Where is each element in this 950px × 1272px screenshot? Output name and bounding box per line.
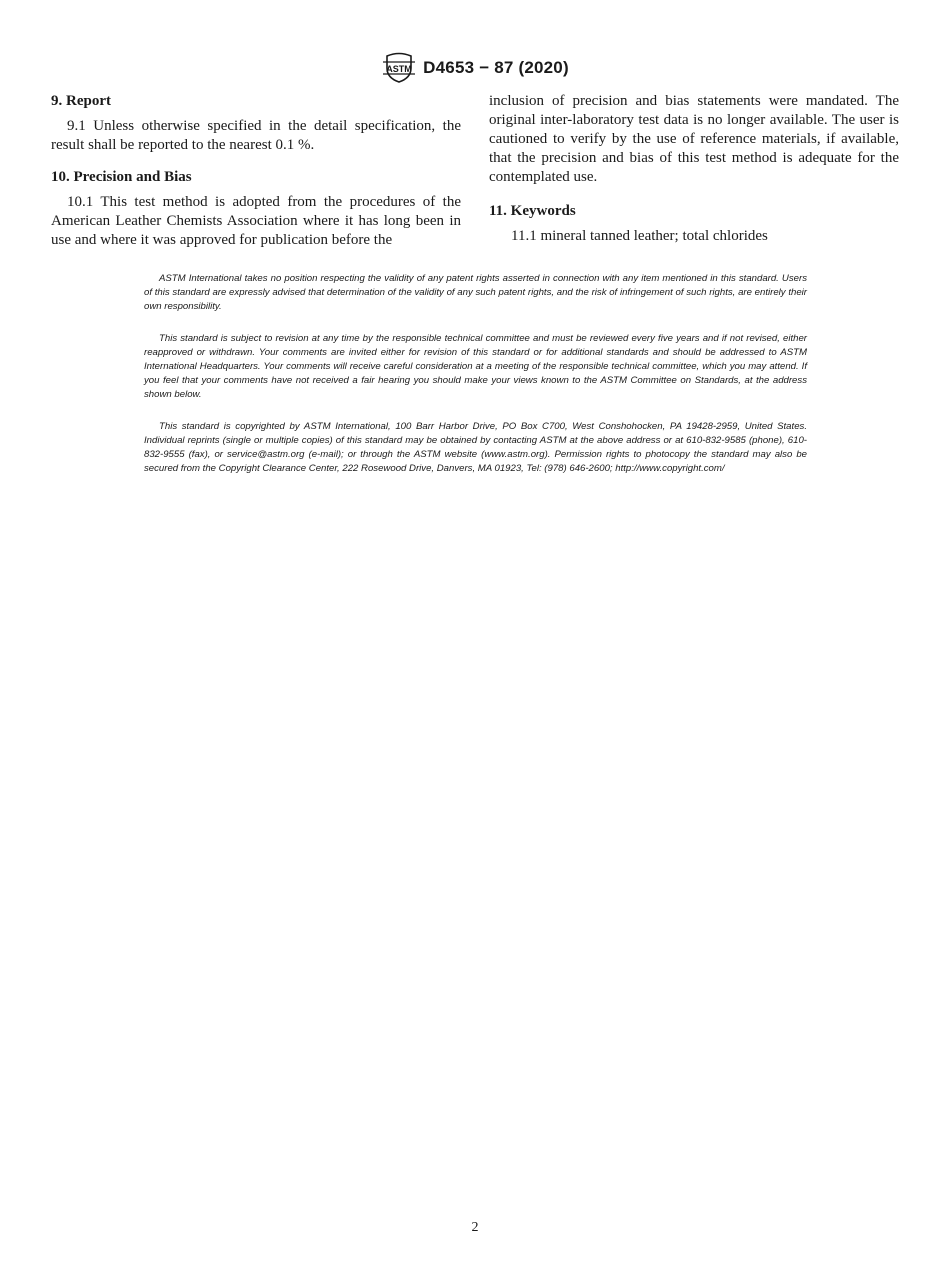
astm-logo-icon — [381, 52, 417, 84]
paragraph-10-1-part2: inclusion of precision and bias statements were mandated. The original inter-laboratory test data is no longer available. The user is cautioned to verify by the use of reference materials, if available, that the precision and bias of this test method is adequate for the contemplated use. — [489, 93, 899, 185]
document-designation: D4653 − 87 (2020) — [423, 58, 569, 77]
section-heading-report: 9. Report — [51, 93, 111, 109]
revision-notice: This standard is subject to revision at any time by the responsible technical committee and must be reviewed every five years and if not revised, either reapproved or withdrawn. Your comments are invited either for revision of this standard or for additional standards and should be addressed to ASTM International Headquarters. Your comments will receive careful consideration at a meeting of the responsible technical committee, which you may attend. If you feel that your comments have not received a fair hearing you should make your views known to the ASTM Committee on Standards, at the address shown below. — [144, 333, 807, 400]
page-header — [0, 52, 950, 84]
section-heading-precision: 10. Precision and Bias — [51, 169, 192, 185]
right-column — [489, 92, 899, 246]
section-heading-keywords: 11. Keywords — [489, 203, 576, 219]
copyright-notice: This standard is copyrighted by ASTM International, 100 Barr Harbor Drive, PO Box C700, West Conshohocken, PA 19428-2959, United States. Individual reprints (single or multiple copies) of this standard may be obtained by contacting ASTM at the above address or at 610-832-9585 (phone), 610-832-9555 (fax), or service@astm.org (e-mail); or through the ASTM website (www.astm.org). Permission rights to photocopy the standard may also be secured from the Copyright Clearance Center, 222 Rosewood Drive, Danvers, MA 01923, Tel: (978) 646-2600; http://www.copyright.com/ — [144, 421, 807, 474]
patent-notice: ASTM International takes no position respecting the validity of any patent rights asserted in connection with any item mentioned in this standard. Users of this standard are expressly advised that determination of the validity of any such patent rights, and the risk of infringement of such rights, are entirely their own responsibility. — [144, 273, 807, 312]
paragraph-11-1: 11.1 mineral tanned leather; total chlorides — [511, 228, 768, 244]
legal-notices — [144, 272, 807, 495]
page-number: 2 — [471, 1220, 479, 1235]
paragraph-10-1-part1: 10.1 This test method is adopted from the procedures of the American Leather Chemists Association where it has long been in use and where it was approved for publication before the — [51, 194, 461, 248]
left-column — [51, 92, 461, 250]
svg-text:ASTM: ASTM — [386, 64, 412, 74]
paragraph-9-1: 9.1 Unless otherwise specified in the detail specification, the result shall be reported to the nearest 0.1 %. — [51, 118, 461, 153]
